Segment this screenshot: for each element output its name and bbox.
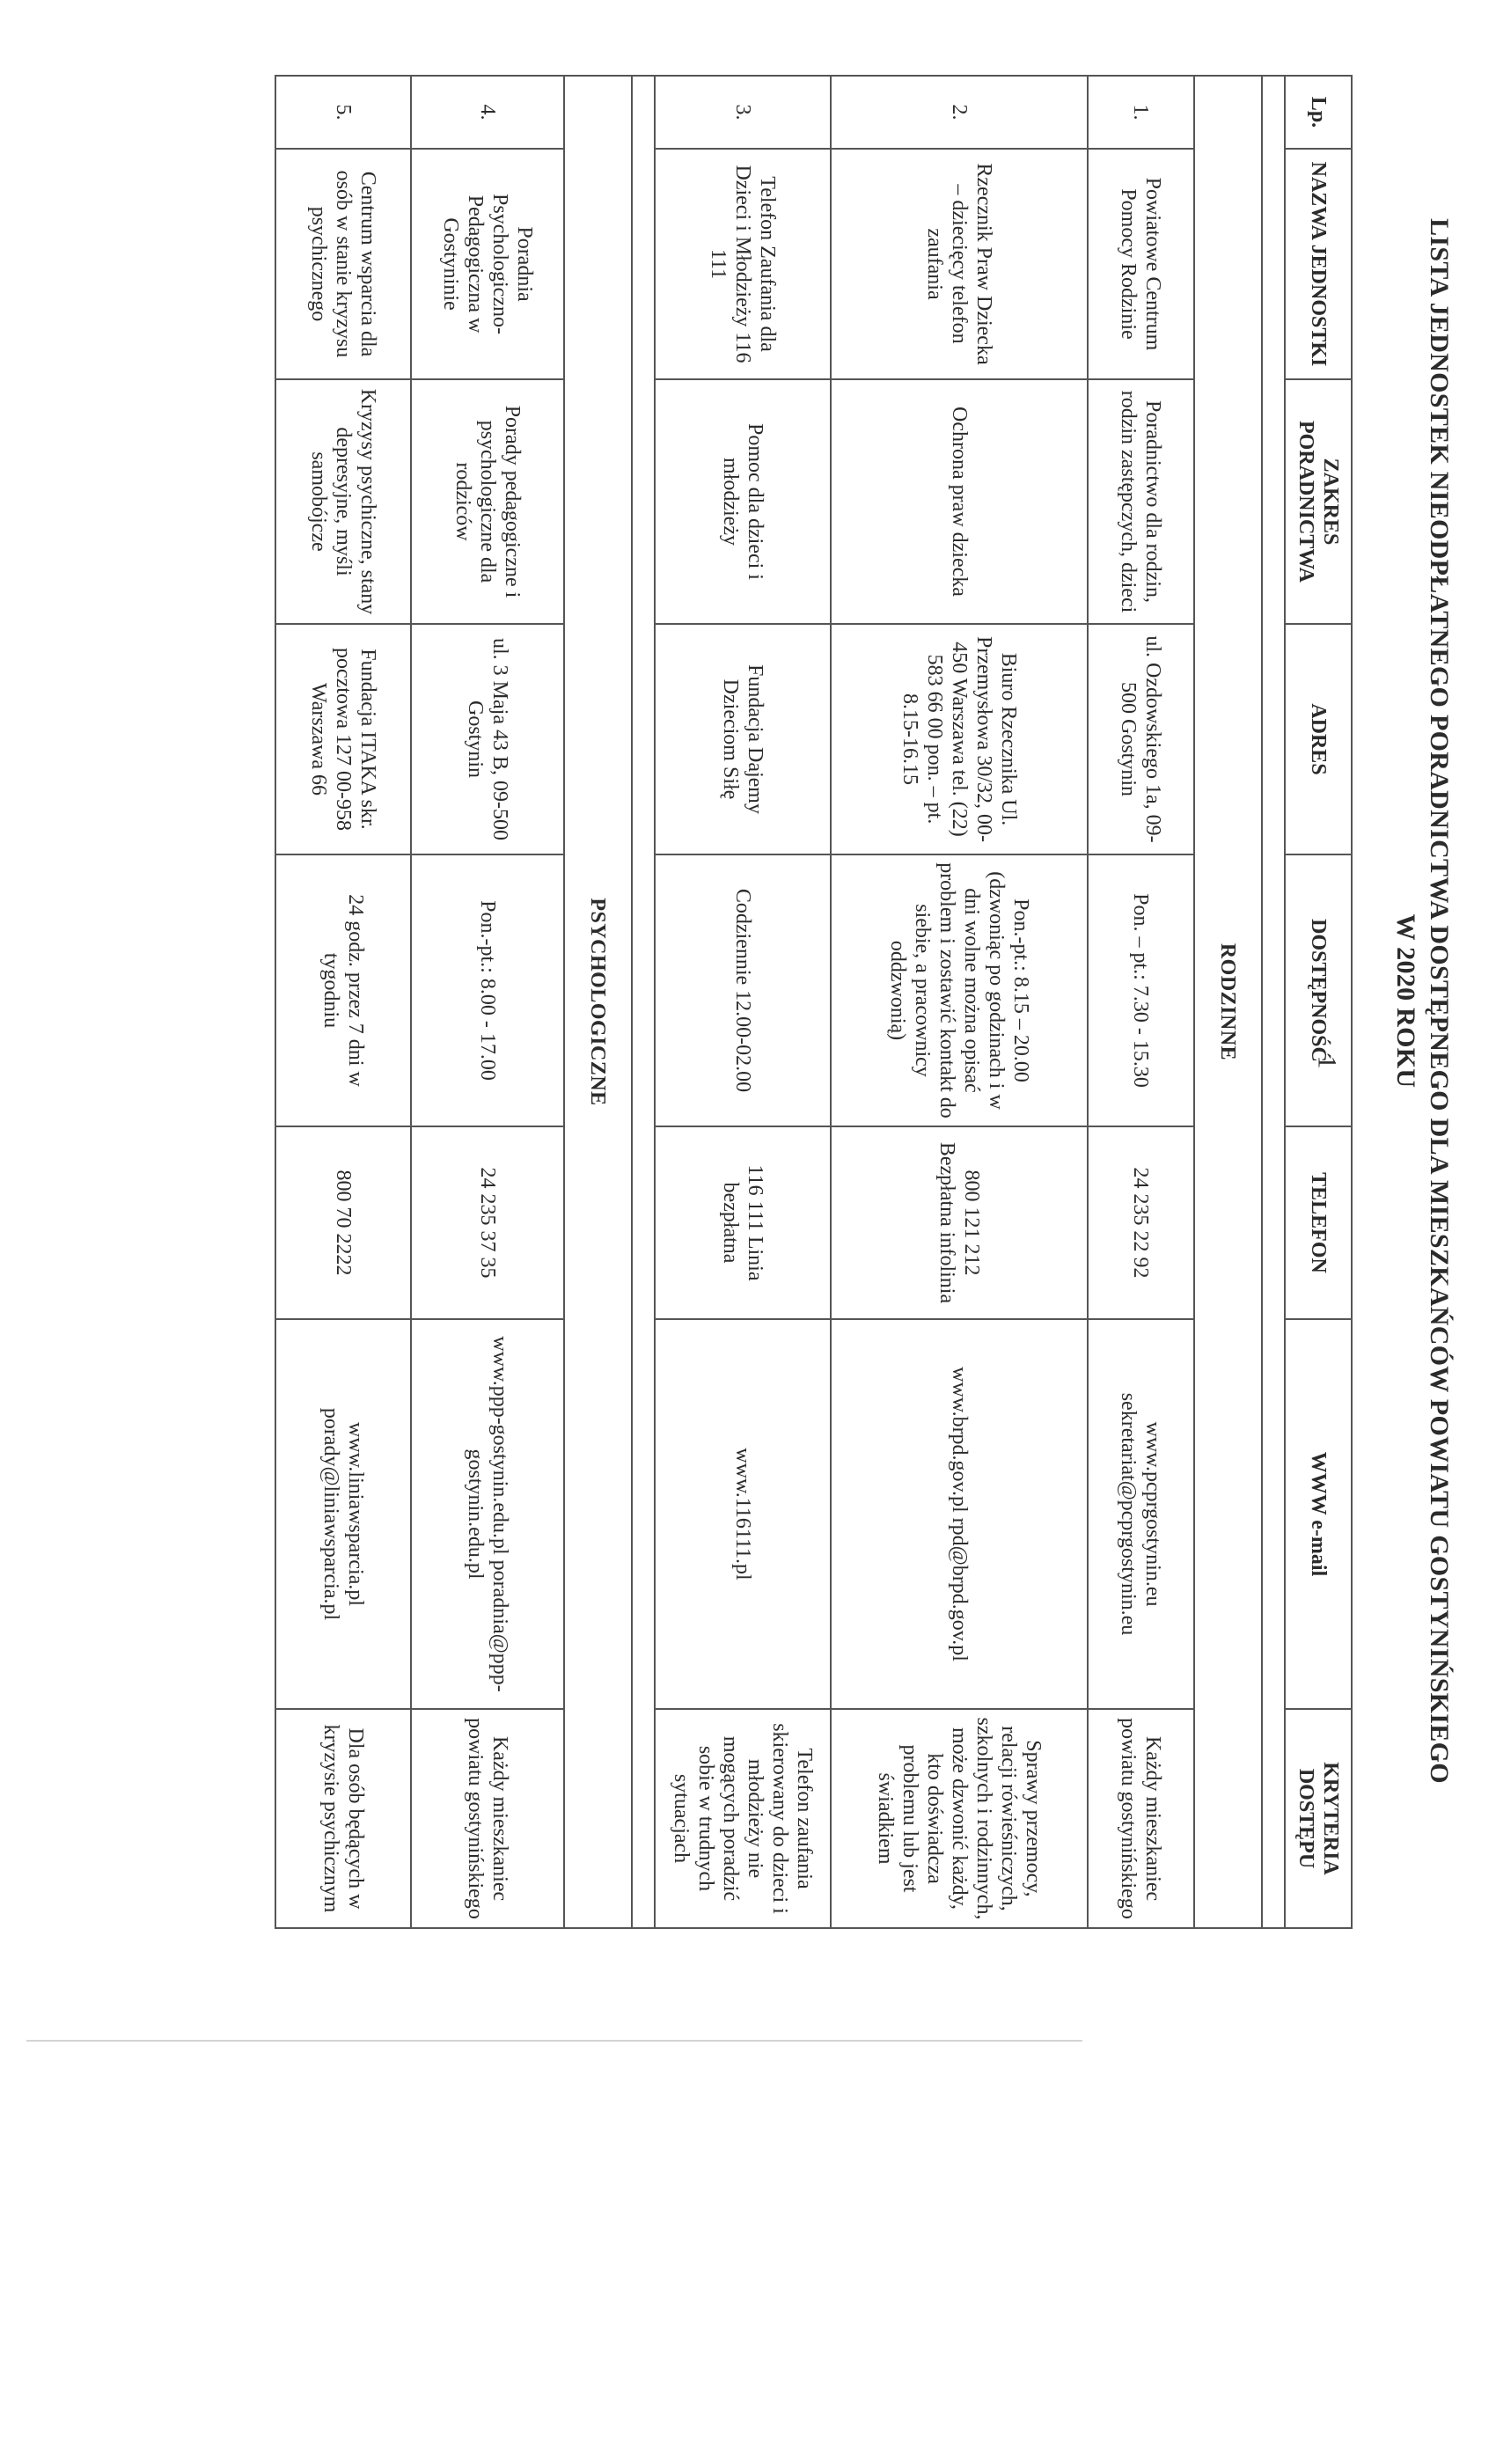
cell-lp: 4. — [411, 76, 564, 149]
spacer-row — [632, 76, 655, 1928]
scan-artifact-line — [26, 2040, 1082, 2042]
cell-www: www.ppp-gostynin.edu.pl poradnia@ppp-gostynin.edu.pl — [411, 1319, 564, 1709]
table-row — [411, 76, 564, 1928]
cell-address: Fundacja ITAKA skr. pocztowa 127 00-958 Warszawa 66 — [275, 624, 411, 854]
page-number: 1 — [1312, 1055, 1342, 1069]
cell-phone: 24 235 22 92 — [1088, 1126, 1194, 1319]
header-lp: Lp. — [1285, 76, 1352, 149]
cell-criteria: Każdy mieszkaniec powiatu gostynińskiego — [411, 1709, 564, 1928]
cell-address: Fundacja Dajemy Dzieciom Siłę — [655, 624, 831, 854]
table-row — [655, 76, 831, 1928]
cell-lp: 5. — [275, 76, 411, 149]
header-name: NAZWA JEDNOSTKI — [1285, 149, 1352, 379]
cell-www: www.pcprgostynin.eu sekretariat@pcprgostynin.eu — [1088, 1319, 1194, 1709]
section-title-psychological: PSYCHOLOGICZNE — [564, 76, 632, 1928]
title-line-2: W 2020 ROKU — [1391, 913, 1420, 1089]
cell-criteria: Telefon zaufania skierowany do dzieci i młodzieży nie mogących poradzić sobie w trudnych sytuacjach — [655, 1709, 831, 1928]
header-availability: DOSTĘPNOŚĆ — [1285, 854, 1352, 1126]
cell-availability: Pon. – pt.: 7.30 - 15.30 — [1088, 854, 1194, 1126]
section-title-family: RODZINNE — [1194, 76, 1262, 1928]
cell-name: Poradnia Psychologiczno-Pedagogiczna w Gostyninie — [411, 149, 564, 379]
table-row — [1088, 76, 1194, 1928]
units-table — [275, 75, 1353, 1929]
cell-criteria: Każdy mieszkaniec powiatu gostynińskiego — [1088, 1709, 1194, 1928]
table-row — [831, 76, 1087, 1928]
cell-name: Centrum wsparcia dla osób w stanie kryzysu psychicznego — [275, 149, 411, 379]
cell-availability: Pon.-pt.: 8.15 – 20.00 (dzwoniąc po godzinach i w dni wolne można opisać problem i zostawić kontakt do siebie, a pracownicy oddzwonią) — [831, 854, 1087, 1126]
header-phone: TELEFON — [1285, 1126, 1352, 1319]
table-row — [275, 76, 411, 1928]
cell-availability: Codziennie 12.00-02.00 — [655, 854, 831, 1126]
cell-name: Rzecznik Praw Dziecka – dziecięcy telefon zaufania — [831, 149, 1087, 379]
header-criteria: KRYTERIA DOSTĘPU — [1285, 1709, 1352, 1928]
cell-name: Telefon Zaufania dla Dzieci i Młodzieży 116 111 — [655, 149, 831, 379]
spacer-row — [1262, 76, 1285, 1928]
cell-scope: Ochrona praw dziecka — [831, 379, 1087, 624]
header-www: WWW e-mail — [1285, 1319, 1352, 1709]
cell-phone: 800 70 2222 — [275, 1126, 411, 1319]
cell-www: www.liniawsparcia.pl porady@liniawsparcia.pl — [275, 1319, 411, 1709]
header-row — [1285, 76, 1352, 1928]
cell-scope: Poradnictwo dla rodzin, rodzin zastępczych, dzieci — [1088, 379, 1194, 624]
cell-address: ul. Ozdowskiego 1a, 09-500 Gostynin — [1088, 624, 1194, 854]
cell-scope: Kryzysy psychiczne, stany depresyjne, myśli samobójcze — [275, 379, 411, 624]
cell-criteria: Dla osób będących w kryzysie psychicznym — [275, 1709, 411, 1928]
cell-phone: 24 235 37 35 — [411, 1126, 564, 1319]
cell-phone: 116 111 Linia bezpłatna — [655, 1126, 831, 1319]
cell-criteria: Sprawy przemocy, relacji rówieśniczych, szkolnych i rodzinnych, może dzwonić każdy, kto doświadcza problemu lub jest świadkiem — [831, 1709, 1087, 1928]
header-address: ADRES — [1285, 624, 1352, 854]
rotated-page-content — [270, 75, 1463, 1927]
cell-phone: 800 121 212 Bezpłatna infolinia — [831, 1126, 1087, 1319]
section-row-family — [1194, 76, 1262, 1928]
cell-availability: 24 godz. przez 7 dni w tygodniu — [275, 854, 411, 1126]
title-line-1: LISTA JEDNOSTEK NIEODPŁATNEGO PORADNICTWA DOSTĘPNEGO DLA MIESZKAŃCÓW POWIATU GOSTYNIŃSKIEGO — [1425, 218, 1454, 1784]
cell-www: www.brpd.gov.pl rpd@brpd.gov.pl — [831, 1319, 1087, 1709]
cell-lp: 2. — [831, 76, 1087, 149]
cell-lp: 1. — [1088, 76, 1194, 149]
cell-lp: 3. — [655, 76, 831, 149]
cell-name: Powiatowe Centrum Pomocy Rodzinie — [1088, 149, 1194, 379]
section-row-psychological — [564, 76, 632, 1928]
cell-scope: Porady pedagogiczne i psychologiczne dla rodziców — [411, 379, 564, 624]
cell-address: ul. 3 Maja 43 B, 09-500 Gostynin — [411, 624, 564, 854]
cell-www: www.116111.pl — [655, 1319, 831, 1709]
document-title — [1359, 75, 1463, 1927]
cell-scope: Pomoc dla dzieci i młodzieży — [655, 379, 831, 624]
header-scope: ZAKRES PORADNICTWA — [1285, 379, 1352, 624]
cell-address: Biuro Rzecznika Ul. Przemysłowa 30/32, 00-450 Warszawa tel. (22) 583 66 00 pon. – pt. 8.15-16.15 — [831, 624, 1087, 854]
cell-availability: Pon.-pt.: 8.00 - 17.00 — [411, 854, 564, 1126]
